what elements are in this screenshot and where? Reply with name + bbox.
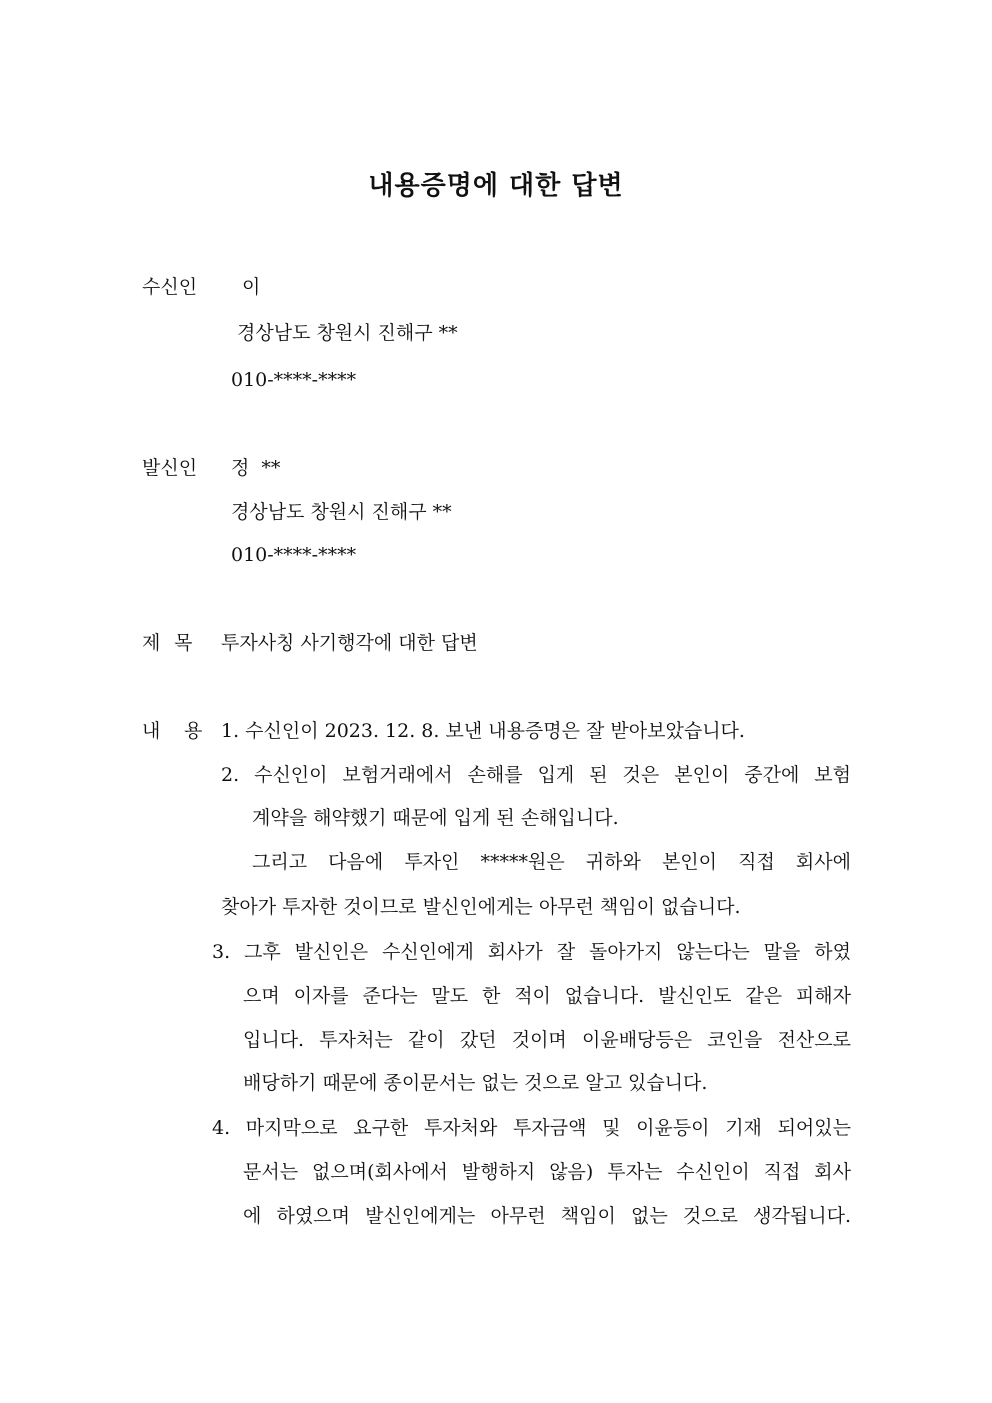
content-item-4-line-2: 문서는 없으며(회사에서 발행하지 않음) 투자는 수신인이 직접 회사 (243, 1161, 851, 1183)
recipient-label: 수신인 (142, 276, 198, 298)
subject-text: 투자사칭 사기행각에 대한 답변 (221, 632, 478, 654)
content-item-3-line-4: 배당하기 때문에 종이문서는 없는 것으로 알고 있습니다. (243, 1072, 708, 1094)
content-item-2-line-2: 계약을 해약했기 때문에 입게 된 손해입니다. (252, 807, 619, 829)
sender-phone: 010-****-**** (231, 544, 357, 566)
content-item-4-line-3: 에 하였으며 발신인에게는 아무런 책임이 없는 것으로 생각됩니다. (243, 1205, 851, 1227)
content-item-3-line-1: 3. 그후 발신인은 수신인에게 회사가 잘 돌아가지 않는다는 말을 하였 (212, 941, 851, 963)
content-label-2: 용 (184, 720, 203, 742)
sender-address: 경상남도 창원시 진해구 ** (231, 501, 452, 523)
document-title: 내용증명에 대한 답변 (368, 171, 624, 201)
subject-label-2: 목 (174, 632, 193, 654)
content-item-2-line-1: 2. 수신인이 보험거래에서 손해를 입게 된 것은 본인이 중간에 보험 (221, 764, 851, 786)
content-item-2-line-3: 그리고 다음에 투자인 *****원은 귀하와 본인이 직접 회사에 (252, 851, 851, 873)
subject-label-1: 제 (142, 632, 161, 654)
content-item-2-line-4: 찾아가 투자한 것이므로 발신인에게는 아무런 책임이 없습니다. (221, 896, 741, 918)
recipient-phone: 010-****-**** (231, 369, 357, 391)
sender-name: 정 ** (231, 457, 281, 479)
sender-label: 발신인 (142, 457, 198, 479)
recipient-name: 이 (242, 276, 261, 298)
content-item-4-line-1: 4. 마지막으로 요구한 투자처와 투자금액 및 이윤등이 기재 되어있는 (212, 1117, 851, 1139)
content-item-3-line-3: 입니다. 투자처는 같이 갔던 것이며 이윤배당등은 코인을 전산으로 (243, 1029, 851, 1051)
recipient-address: 경상남도 창원시 진해구 ** (237, 322, 458, 344)
content-item-1: 1. 수신인이 2023. 12. 8. 보낸 내용증명은 잘 받아보았습니다. (221, 720, 745, 742)
content-item-3-line-2: 으며 이자를 준다는 말도 한 적이 없습니다. 발신인도 같은 피해자 (243, 985, 851, 1007)
content-label-1: 내 (142, 720, 161, 742)
